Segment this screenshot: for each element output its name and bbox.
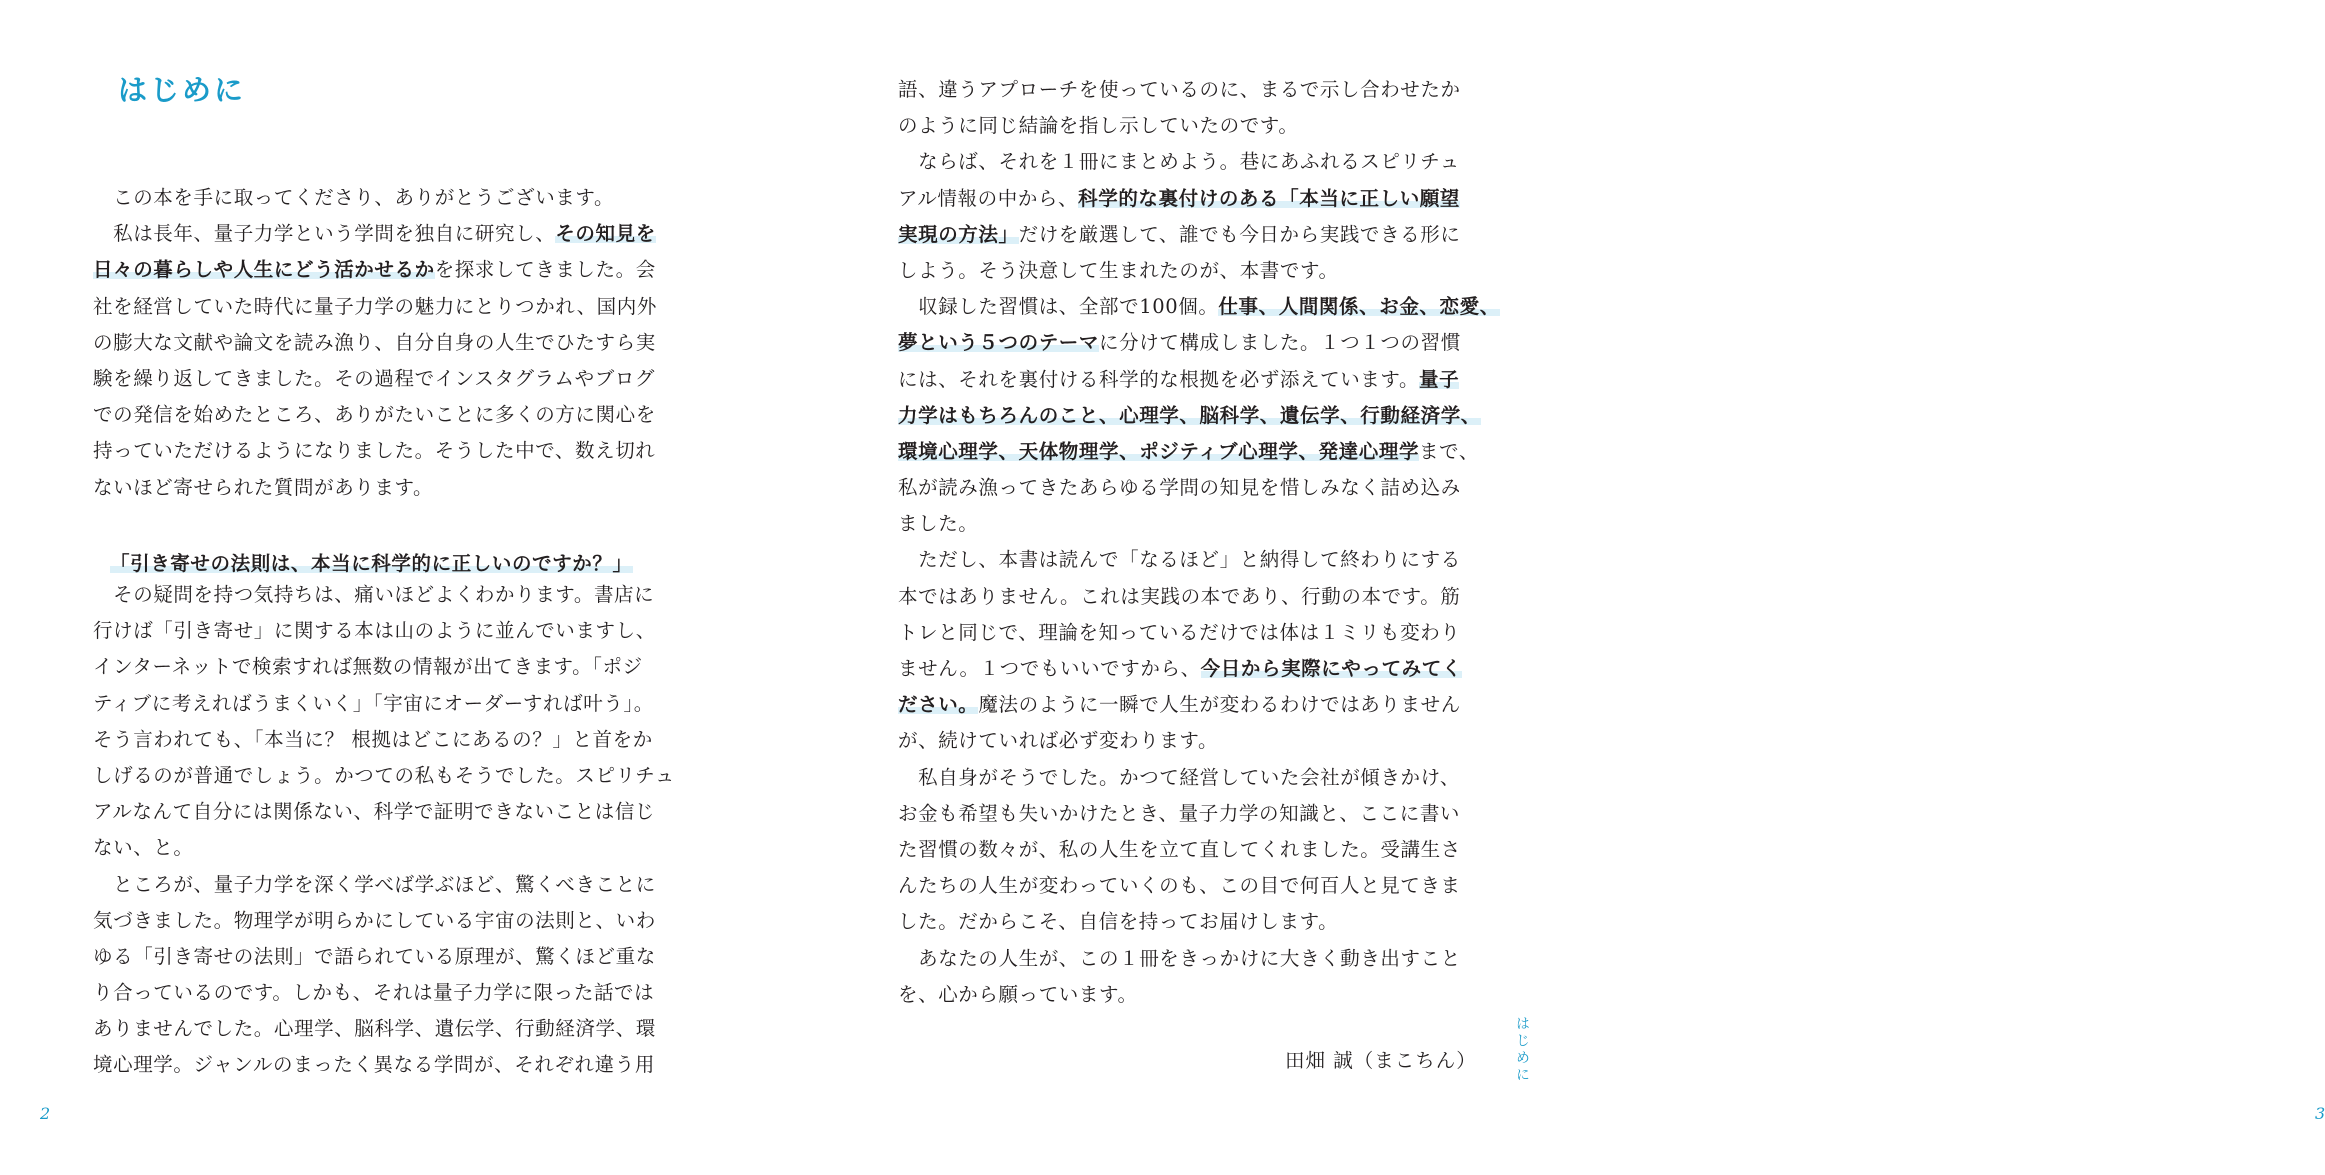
text-line (93, 975, 683, 1011)
text-run: だけを厳選して、誰でも今日から実践できる形に (1018, 222, 1461, 246)
left-page (0, 0, 800, 1175)
text-run: り合っているのです。しかも、それは量子力学に限った話では (93, 981, 655, 1005)
text-run: には、それを裏付ける科学的な根拠を必ず添えています。 (898, 367, 1420, 391)
text-line (93, 649, 683, 685)
text-line (898, 542, 1488, 578)
text-line (93, 433, 683, 469)
text-line (93, 794, 683, 830)
text-line (93, 1011, 683, 1047)
text-line (898, 977, 1488, 1013)
text-line (898, 651, 1488, 687)
text-run: アルなんて自分には関係ない、科学で証明できないことは信じ (93, 800, 656, 824)
text-run: 語、違うアプローチを使っているのに、まるで示し合わせたか (898, 78, 1461, 101)
text-run: 本ではありません。これは実践の本であり、行動の本です。筋 (898, 584, 1461, 608)
text-line (93, 686, 683, 722)
text-line (898, 687, 1488, 723)
text-line (93, 867, 683, 903)
text-line (93, 289, 683, 325)
text-line (898, 723, 1488, 759)
text-line (898, 579, 1488, 615)
highlighted-text: 環境心理学、天体物理学、ポジティブ心理学、発達心理学 (898, 439, 1420, 463)
text-run: ところが、量子力学を深く学べば学ぶほど、驚くべきことに (93, 872, 656, 896)
text-line (93, 613, 683, 649)
text-line (898, 506, 1488, 542)
highlighted-text: 今日から実際にやってみてく (1200, 657, 1462, 680)
text-run: 境心理学。ジャンルのまったく異なる学問が、それぞれ違う用 (93, 1053, 655, 1077)
text-run: 社を経営していた時代に量子力学の魅力にとりつかれ、国内外 (93, 294, 657, 318)
text-run: 私自身がそうでした。かつて経営していた会社が傾きかけ、 (898, 765, 1461, 789)
text-line (898, 760, 1488, 796)
text-run: での発信を始めたところ、ありがたいことに多くの方に関心を (93, 403, 656, 427)
text-run: お金も希望も失いかけたとき、量子力学の知識と、ここに書い (898, 801, 1461, 825)
intro-paragraph (93, 180, 683, 506)
text-run: た習慣の数々が、私の人生を立て直してくれました。受講生さ (898, 837, 1461, 861)
highlighted-text: 科学的な裏付けのある「本当に正しい願望 (1078, 186, 1461, 210)
text-run: した。だからこそ、自信を持ってお届けします。 (898, 910, 1339, 934)
highlighted-text: ださい。 (898, 693, 979, 717)
highlighted-text: その知見を (555, 222, 656, 246)
text-line (898, 398, 1488, 434)
text-line (93, 830, 683, 866)
text-line (93, 1047, 683, 1083)
text-line (898, 181, 1488, 217)
highlighted-text: 実現の方法」 (898, 222, 1019, 246)
text-line (898, 868, 1488, 904)
text-line (898, 108, 1488, 144)
text-line (93, 903, 683, 939)
highlighted-text: 日々の暮らしや人生にどう活かせるか (93, 258, 435, 282)
text-line (93, 216, 683, 252)
text-run: ない、と。 (93, 836, 194, 860)
text-line (898, 904, 1488, 940)
text-line (898, 470, 1488, 506)
text-line (898, 72, 1488, 108)
text-run: ゆる「引き寄せの法則」で語られている原理が、驚くほど重な (93, 944, 656, 968)
text-line (93, 325, 683, 361)
text-run: ただし、本書は読んで「なるほど」と納得して終わりにする (898, 548, 1461, 572)
text-run: そう言われても、「本当に？ 根拠はどこにあるの？」と首をか (93, 727, 653, 751)
page-title: はじめに (118, 73, 247, 107)
text-line (93, 180, 683, 216)
highlighted-text: 仕事、人間関係、お金、恋愛、 (1218, 295, 1500, 319)
text-line (93, 758, 683, 794)
text-line (898, 615, 1488, 651)
text-line (93, 397, 683, 433)
text-run: が、続けていれば必ず変わります。 (898, 729, 1219, 753)
text-run: まで、 (1419, 439, 1479, 463)
text-run: の膨大な文献や論文を読み漁り、自分自身の人生でひたすら実 (93, 330, 656, 354)
text-run: 行けば「引き寄せ」に関する本は山のように並んでいますし、 (93, 619, 656, 643)
running-header: はじめに (1514, 1016, 1530, 1084)
highlighted-text: 力学はもちろんのこと、心理学、脳科学、遺伝学、行動経済学、 (898, 403, 1481, 427)
question-text: 「引き寄せの法則は、本当に科学的に正しいのですか？」 (110, 552, 633, 575)
text-line (93, 361, 683, 397)
text-run: しよう。そう決意して生まれたのが、本書です。 (898, 258, 1339, 282)
text-line (898, 253, 1488, 289)
author-signature: 田畑 誠（まこちん） (1285, 1049, 1477, 1072)
text-run: を探求してきました。会 (434, 258, 656, 282)
text-line (93, 577, 683, 613)
text-run: トレと同じで、理論を知っているだけでは体は１ミリも変わり (898, 620, 1461, 644)
text-line (898, 217, 1488, 253)
text-line (93, 252, 683, 288)
text-run: しげるのが普通でしょう。かつての私もそうでした。スピリチュ (93, 763, 675, 787)
text-line (898, 289, 1500, 325)
text-line (898, 144, 1488, 180)
page-number-right: 3 (2315, 1104, 2325, 1123)
page-number-left: 2 (40, 1104, 51, 1123)
text-run: 気づきました。物理学が明らかにしている宇宙の法則と、いわ (93, 908, 656, 932)
text-line (898, 362, 1488, 398)
text-run: この本を手に取ってくださり、ありがとうございます。 (93, 186, 615, 209)
text-run: 私は長年、量子力学という学問を独自に研究し、 (93, 222, 556, 246)
text-line (898, 832, 1488, 868)
text-run: に分けて構成しました。１つ１つの習慣 (1099, 331, 1461, 355)
text-run: インターネットで検索すれば無数の情報が出てきます。「ポジ (93, 655, 643, 679)
text-run: 私が読み漁ってきたあらゆる学問の知見を惜しみなく詰め込み (898, 476, 1461, 500)
text-line (898, 941, 1488, 977)
text-run: んたちの人生が変わっていくのも、この目で何百人と見てきま (898, 874, 1461, 898)
text-run: ティブに考えればうまくいく」「宇宙にオーダーすれば叶う」。 (93, 691, 654, 715)
highlighted-text: 夢という５つのテーマ (898, 331, 1100, 355)
text-run: ません。１つでもいいですから、 (898, 657, 1201, 680)
text-line (898, 434, 1488, 470)
text-run: あなたの人生が、この１冊をきっかけに大きく動き出すこと (898, 946, 1461, 970)
text-line (93, 722, 683, 758)
text-run: を、心から願っています。 (898, 982, 1138, 1006)
text-line (93, 939, 683, 975)
text-run: アル情報の中から、 (898, 186, 1079, 210)
text-run: その疑問を持つ気持ちは、痛いほどよくわかります。書店に (93, 583, 655, 606)
answer-paragraph (93, 577, 683, 1084)
text-line (898, 796, 1488, 832)
text-run: 魔法のように一瞬で人生が変わるわけではありません (978, 693, 1461, 717)
text-run: ありませんでした。心理学、脳科学、遺伝学、行動経済学、環 (93, 1017, 656, 1041)
highlighted-text: 量子 (1419, 367, 1460, 391)
text-line (898, 325, 1488, 361)
text-run: 持っていただけるようになりました。そうした中で、数え切れ (93, 439, 656, 463)
text-run: 験を繰り返してきました。その過程でインスタグラムやブログ (93, 366, 656, 390)
text-run: 収録した習慣は、全部で100個。 (898, 295, 1219, 319)
text-run: ました。 (898, 512, 979, 536)
text-line (93, 470, 683, 506)
text-run: ないほど寄せられた質問があります。 (93, 475, 434, 499)
text-run: のように同じ結論を指し示していたのです。 (898, 114, 1299, 138)
right-body-text (898, 72, 1500, 1013)
text-run: ならば、それを１冊にまとめよう。巷にあふれるスピリチュ (898, 150, 1460, 174)
